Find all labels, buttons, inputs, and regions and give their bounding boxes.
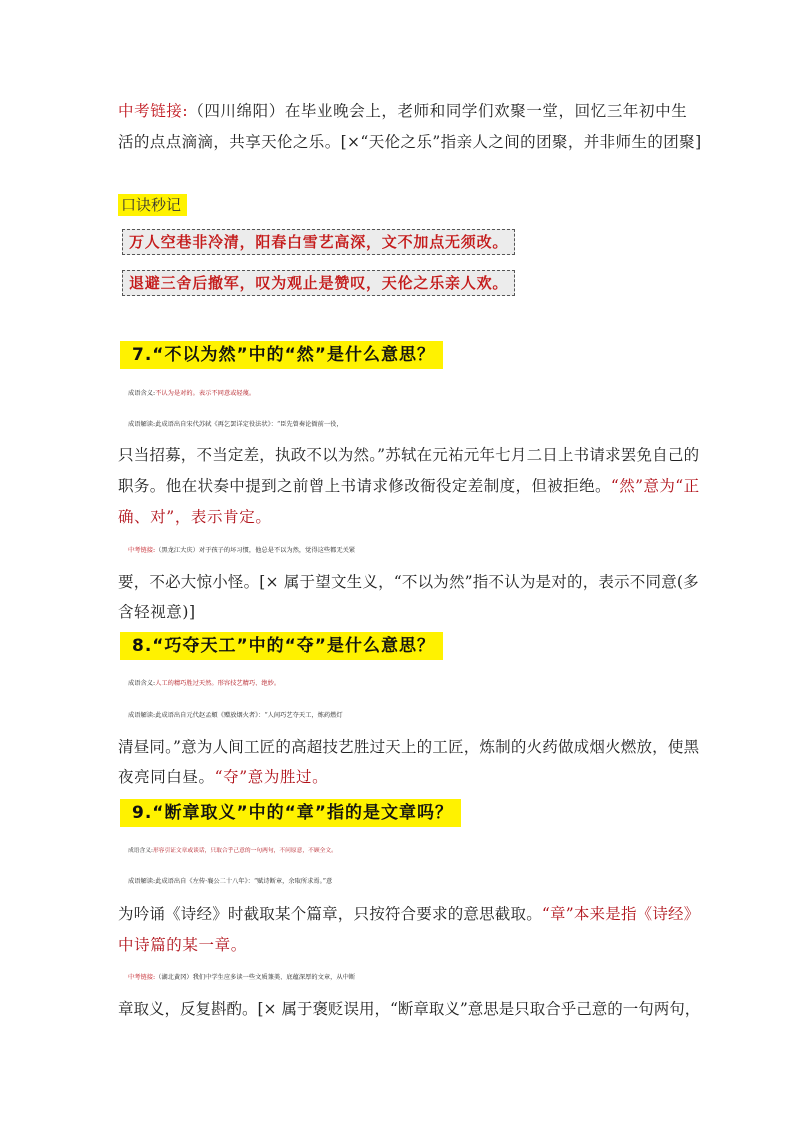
interpretation-label: 成语解读: [128,878,156,885]
exam-link-paragraph [118,100,703,122]
question-7-title: 7.“不以为然”中的“然”是什么意思？ [120,341,443,369]
q7-link-line2: 要，不必大惊小怪。[× 属于望文生义，“不以为然”指不认为是对的，表示不同意(多 [118,573,699,591]
mnemonic-line-2: 退避三舍后撤军，叹为观止是赞叹，天伦之乐亲人欢。 [122,270,515,296]
q8-interp-line3 [118,766,703,788]
q9-link-line2: 章取义，反复斟酌。[× 属于褒贬误用，“断章取义”意思是只取合乎己意的一句两句， [118,1000,701,1018]
q7-interp-line3 [118,475,703,497]
exam-link-label: 中考链接: [128,974,156,981]
q9-meaning [128,840,713,862]
meaning-label: 成语含义: [128,680,156,687]
exam-link-text-line2: 活的点点滴滴，共享天伦之乐。[×“天伦之乐”指亲人之间的团聚，并非师生的团聚] [118,133,702,151]
mnemonic-title: 口诀秒记 [118,194,187,216]
question-8-title: 8.“巧夺天工”中的“夺”是什么意思？ [120,632,443,660]
meaning-label: 成语含义: [128,390,156,397]
question-9-title: 9.“断章取义”中的“章”指的是文章吗？ [120,799,461,827]
exam-link-label: 中考链接: [128,547,156,554]
interpretation-text: 此成语出自元代赵孟頫《赠放烟火者》：“人间巧艺夺天工，炼药燃灯 [155,712,343,719]
q8-meaning [128,673,713,695]
interp-text: 夜亮同白昼。 [118,768,215,786]
q7-interp-line4: 确、对”，表示肯定。 [118,508,272,526]
q7-link-line3: 含轻视意)] [118,603,196,621]
meaning-text: 人工的精巧胜过天然。形容技艺精巧、绝妙。 [155,680,281,687]
q7-interp-line2: 只当招募，不当定差，执政不以为然。”苏轼在元祐元年七月二日上书请求罢免自己的 [118,446,700,464]
meaning-text: 形容引证文章或谈话，只取合乎己意的一句两句，不问原意，不顾全文。 [152,848,337,854]
exam-link-label: 中考链接: [118,102,189,120]
q9-interpretation [128,871,713,893]
interpretation-text: 此成语出自宋代苏轼《再乞罢详定役法状》：“臣先曾奏论衙前一役， [155,421,343,428]
mnemonic-line-1: 万人空巷非冷清，阳春白雪艺高深，文不加点无须改。 [122,229,515,255]
exam-link-text: （四川绵阳）在毕业晚会上，老师和同学们欢聚一堂，回忆三年初中生 [188,102,688,120]
q8-interpretation [128,705,713,727]
interpretation-label: 成语解读: [128,712,156,719]
interpretation-text: 此成语出自《左传·襄公二十八年》：“赋诗断章，余取所求焉。”意 [155,878,333,885]
q7-meaning [128,383,713,405]
meaning-text: 不认为是对的。表示不同意或轻蔑。 [155,390,256,397]
interpretation-label: 成语解读: [128,421,156,428]
q9-interp-line3: 中诗篇的某一章。 [118,936,247,954]
q9-interp-line2 [118,903,703,925]
q7-exam-link [128,540,713,562]
interp-highlight: “夺”意为胜过。 [214,768,329,786]
interp-text: 为吟诵《诗经》时截取某个篇章，只按符合要求的意思截取。 [118,905,542,923]
meaning-label: 成语含义: [128,848,153,854]
interp-highlight: “章”本来是指《诗经》 [541,905,700,923]
q8-interp-line2: 清昼同。”意为人间工匠的高超技艺胜过天上的工匠，炼制的火药做成烟火燃放，使黑 [118,738,700,756]
interp-text: 职务。他在状奏中提到之前曾上书请求修改衙役定差制度，但被拒绝。 [118,477,611,495]
interp-highlight: “然”意为“正 [610,477,700,495]
q9-exam-link [128,967,713,989]
exam-link-text: （湖北黄冈）我们中学生应多读一些文质兼美、底蕴深厚的文章，从中断 [155,974,356,981]
q7-interpretation [128,414,713,436]
exam-link-text: （黑龙江大庆）对于孩子的坏习惯，他总是不以为然，觉得这些都无关紧 [155,547,356,554]
